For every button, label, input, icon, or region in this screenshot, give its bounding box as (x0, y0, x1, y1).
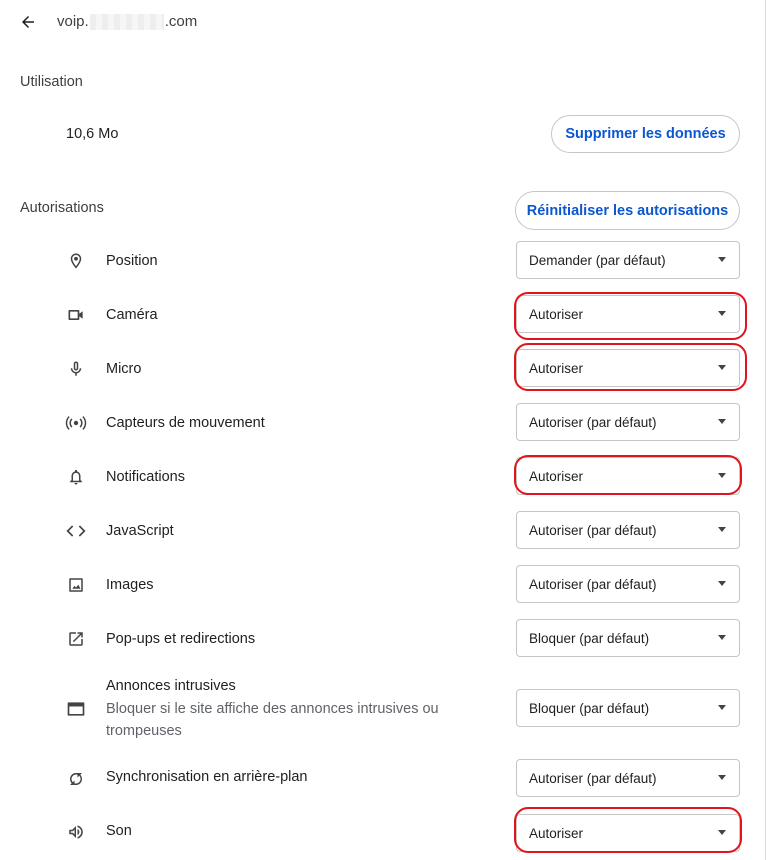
volume-icon (64, 820, 88, 844)
dropdown-caret-icon (718, 419, 726, 424)
javascript-select[interactable] (516, 511, 740, 549)
dropdown-caret-icon (718, 705, 726, 710)
microphone-icon (64, 357, 88, 381)
position-select[interactable] (516, 241, 740, 279)
notifications-select[interactable] (516, 457, 740, 495)
permission-label: Pop-ups et redirections (106, 631, 256, 647)
usage-value: 10,6 Mo (66, 126, 119, 142)
camera-select[interactable] (516, 295, 740, 333)
select-value: Autoriser (529, 468, 584, 484)
redacted-text (90, 14, 164, 30)
dropdown-caret-icon (718, 581, 726, 586)
select-value: Bloquer (par défaut) (529, 630, 650, 646)
select-value: Autoriser (par défaut) (529, 770, 657, 786)
permission-label: Micro (106, 361, 142, 377)
header (0, 0, 760, 44)
usage-section-title: Utilisation (20, 74, 83, 90)
popups-select[interactable] (516, 619, 740, 657)
permission-label: Images (106, 577, 154, 593)
motion-sensors-icon (64, 411, 88, 435)
select-value: Autoriser (par défaut) (529, 414, 657, 430)
dropdown-caret-icon (718, 257, 726, 262)
dropdown-caret-icon (718, 635, 726, 640)
select-value: Autoriser (529, 360, 584, 376)
bell-icon (64, 465, 88, 489)
location-pin-icon (64, 249, 88, 273)
select-value: Autoriser (par défaut) (529, 522, 657, 538)
dropdown-caret-icon (718, 830, 726, 835)
permission-label: Synchronisation en arrière-plan (106, 769, 308, 785)
clear-data-button[interactable]: Supprimer les données (551, 115, 740, 153)
arrow-back-icon (19, 13, 37, 31)
permission-label: Annonces intrusives (106, 678, 236, 694)
permission-label: Son (106, 823, 132, 839)
code-icon (64, 519, 88, 543)
dropdown-caret-icon (718, 775, 726, 780)
back-button[interactable] (14, 8, 42, 36)
web-asset-icon (64, 697, 88, 721)
motion-sensors-select[interactable] (516, 403, 740, 441)
site-name-prefix: voip. (57, 13, 89, 30)
select-value: Bloquer (par défaut) (529, 700, 650, 716)
site-name-suffix: .com (164, 13, 198, 30)
background-sync-select[interactable] (516, 759, 740, 797)
microphone-select[interactable] (516, 349, 740, 387)
permission-label: Notifications (106, 469, 185, 485)
permission-sublabel: Bloquer si le site affiche des annonces intrusives ou trompeuses (106, 701, 439, 739)
camera-icon (64, 303, 88, 327)
dropdown-caret-icon (718, 365, 726, 370)
reset-permissions-button[interactable]: Réinitialiser les autorisations (515, 191, 740, 230)
permissions-section-title: Autorisations (20, 200, 104, 216)
intrusive-ads-select[interactable] (516, 689, 740, 727)
sync-icon (64, 767, 88, 791)
select-value: Autoriser (529, 306, 584, 322)
sound-select[interactable] (516, 814, 740, 852)
dropdown-caret-icon (718, 527, 726, 532)
permission-label: JavaScript (106, 523, 174, 539)
dropdown-caret-icon (718, 473, 726, 478)
images-select[interactable] (516, 565, 740, 603)
permission-label: Capteurs de mouvement (106, 415, 265, 431)
site-name (57, 13, 197, 30)
select-value: Autoriser (529, 825, 584, 841)
select-value: Autoriser (par défaut) (529, 576, 657, 592)
dropdown-caret-icon (718, 311, 726, 316)
image-icon (64, 573, 88, 597)
select-value: Demander (par défaut) (529, 252, 666, 268)
permission-label: Caméra (106, 307, 158, 323)
open-in-new-icon (64, 627, 88, 651)
permission-label: Position (106, 253, 158, 269)
